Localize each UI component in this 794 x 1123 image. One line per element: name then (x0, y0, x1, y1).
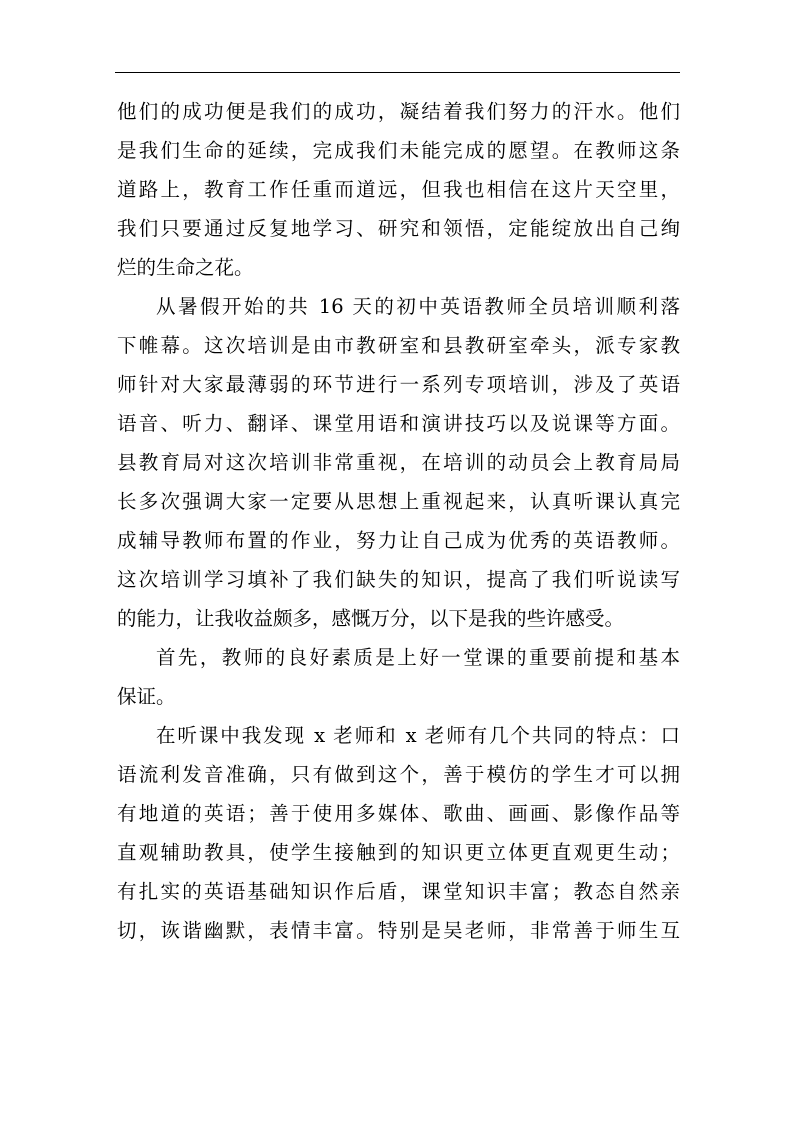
text-line: 长多次强调大家一定要从思想上重视起来，认真听课认真完 (117, 490, 680, 513)
text-line: 我们只要通过反复地学习、研究和领悟，定能绽放出自己绚 (117, 217, 680, 240)
text-line: 县教育局对这次培训非常重视，在培训的动员会上教育局局 (117, 451, 680, 474)
text-line: 有地道的英语；善于使用多媒体、歌曲、画画、影像作品等 (117, 802, 680, 825)
document-body (117, 92, 680, 950)
text-line: 直观辅助教具，使学生接触到的知识更立体更直观更生动； (117, 841, 680, 864)
text-line: 下帷幕。这次培训是由市教研室和县教研室牵头，派专家教 (117, 334, 680, 357)
text-line: 他们的成功便是我们的成功，凝结着我们努力的汗水。他们 (117, 100, 680, 123)
text-line: 语流利发音准确，只有做到这个，善于模仿的学生才可以拥 (117, 763, 680, 786)
text-line: 有扎实的英语基础知识作后盾，课堂知识丰富；教态自然亲 (117, 880, 680, 903)
text-line: 成辅导教师布置的作业，努力让自己成为优秀的英语教师。 (117, 529, 680, 552)
text-line: 是我们生命的延续，完成我们未能完成的愿望。在教师这条 (117, 139, 680, 162)
text-line: 这次培训学习填补了我们缺失的知识，提高了我们听说读写 (117, 568, 680, 591)
text-line: 从暑假开始的共 16 天的初中英语教师全员培训顺利落 (156, 295, 680, 318)
text-line: 语音、听力、翻译、课堂用语和演讲技巧以及说课等方面。 (117, 412, 680, 435)
text-line: 烂的生命之花。 (117, 256, 254, 279)
text-line: 的能力，让我收益颇多，感慨万分，以下是我的些许感受。 (117, 607, 625, 630)
text-line: 道路上，教育工作任重而道远，但我也相信在这片天空里， (117, 178, 680, 201)
text-line: 在听课中我发现 x 老师和 x 老师有几个共同的特点：口 (156, 724, 680, 747)
text-line: 切，诙谐幽默，表情丰富。特别是吴老师，非常善于师生互 (117, 919, 680, 942)
header-rule (115, 72, 680, 73)
text-line: 师针对大家最薄弱的环节进行一系列专项培训，涉及了英语 (117, 373, 680, 396)
text-line: 保证。 (117, 685, 176, 708)
text-line: 首先，教师的良好素质是上好一堂课的重要前提和基本 (156, 646, 680, 669)
